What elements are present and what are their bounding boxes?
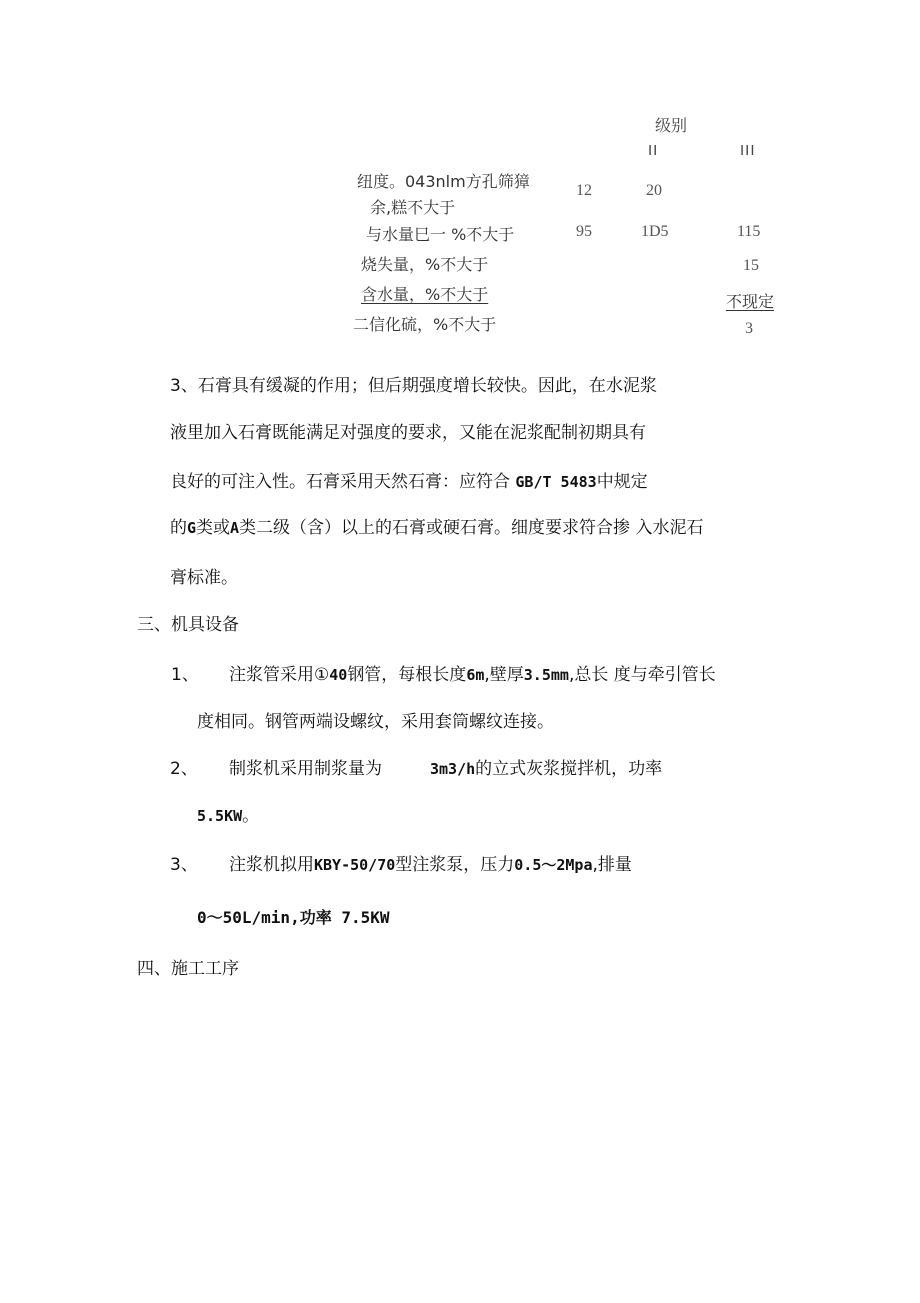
item2-line2-end: 。 [242, 806, 260, 826]
item1-text-a: 注浆管采用① [229, 665, 330, 685]
item2-power: 5.5KW [197, 807, 243, 825]
table-header-grade-iii: III [740, 142, 756, 159]
table-row-2-value-1: 95 [576, 223, 592, 240]
item1-line1 [229, 660, 716, 685]
item3-model: KBY-50/70 [314, 856, 396, 874]
table-header-grade-ii: II [648, 142, 659, 159]
table-row-2-value-3: 115 [737, 223, 761, 240]
para3-line3-a: 良好的可注入性。石膏采用天然石膏：应符合 [170, 472, 516, 492]
para3-line3 [170, 467, 648, 492]
table-row-3-value-3: 15 [743, 257, 759, 274]
table-header-level: 级别 [655, 116, 688, 135]
item1-number: 1、 [171, 665, 199, 685]
item2-capacity: 3m3/h [430, 760, 476, 778]
para3-line4-c: 类或 [196, 518, 231, 538]
table-row-1-label-line2: 余,糕不大于 [370, 198, 456, 217]
para3-class-a: A [230, 519, 240, 537]
para3-line4-a: 的 [170, 518, 187, 538]
table-row-2-value-2: 1D5 [641, 223, 669, 240]
item1-diameter: 40 [329, 666, 348, 684]
item2-text-c: 的立式灰浆搅拌机，功率 [475, 759, 663, 779]
item2-number: 2、 [170, 759, 198, 779]
para3-line3-c: 中规定 [596, 472, 648, 492]
item3-pressure: 0.5～2Mpa [514, 856, 593, 874]
table-row-1-value-1: 12 [576, 182, 592, 199]
item1-thickness: 3.5mm [523, 666, 569, 684]
para3-line2: 液里加入石膏既能满足对强度的要求，又能在泥浆配制初期具有 [170, 423, 646, 443]
table-row-4-label: 含水量，%不大于 [361, 285, 489, 304]
para3-line4 [170, 513, 703, 538]
para3-line4-e: 类二级（含）以上的石膏或硬石膏。细度要求符合掺 入水泥石 [239, 518, 704, 538]
table-row-4-value-3: 不现定 [726, 292, 775, 311]
item2-line1 [229, 754, 662, 779]
item3-text-c: 型注浆泵，压力 [395, 855, 515, 875]
section4-heading: 四、施工工序 [137, 959, 239, 979]
item2-line2 [197, 801, 259, 826]
item1-text-c: 钢管，每根长度 [347, 665, 467, 685]
item3-number: 3、 [170, 855, 198, 875]
item1-text-e: ,壁厚 [484, 665, 524, 685]
item3-line2: 0～50L/min,功率 7.5KW [197, 908, 390, 927]
para3-line1: 3、石膏具有缓凝的作用；但后期强度增长较快。因此，在水泥浆 [170, 376, 657, 396]
table-row-5-value-3: 3 [745, 320, 753, 337]
item1-text-g: ,总长 度与牵引管长 [568, 665, 716, 685]
item3-text-a: 注浆机拟用 [229, 855, 314, 875]
item3-line1 [229, 850, 632, 875]
para3-line5: 膏标准。 [170, 568, 238, 588]
table-row-2-label: 与水量巳一 %不大于 [366, 225, 515, 244]
section3-heading: 三、机具设备 [137, 615, 239, 635]
table-row-1-value-2: 20 [646, 182, 662, 199]
para3-class-g: G [187, 519, 197, 537]
table-row-1-label-line1: 纽度。043nlm方孔筛獐 [357, 172, 530, 191]
item1-length: 6m [466, 666, 485, 684]
table-row-3-label: 烧失量，%不大于 [361, 255, 489, 274]
para3-standard-code: GB/T 5483 [515, 473, 597, 491]
item1-line2: 度相同。钢管两端设螺纹，采用套筒螺纹连接。 [197, 712, 554, 732]
item2-text-a: 制浆机采用制浆量为 [229, 759, 382, 779]
table-row-5-label: 二信化硫，%不大于 [353, 315, 497, 334]
item3-text-e: ,排量 [592, 855, 632, 875]
